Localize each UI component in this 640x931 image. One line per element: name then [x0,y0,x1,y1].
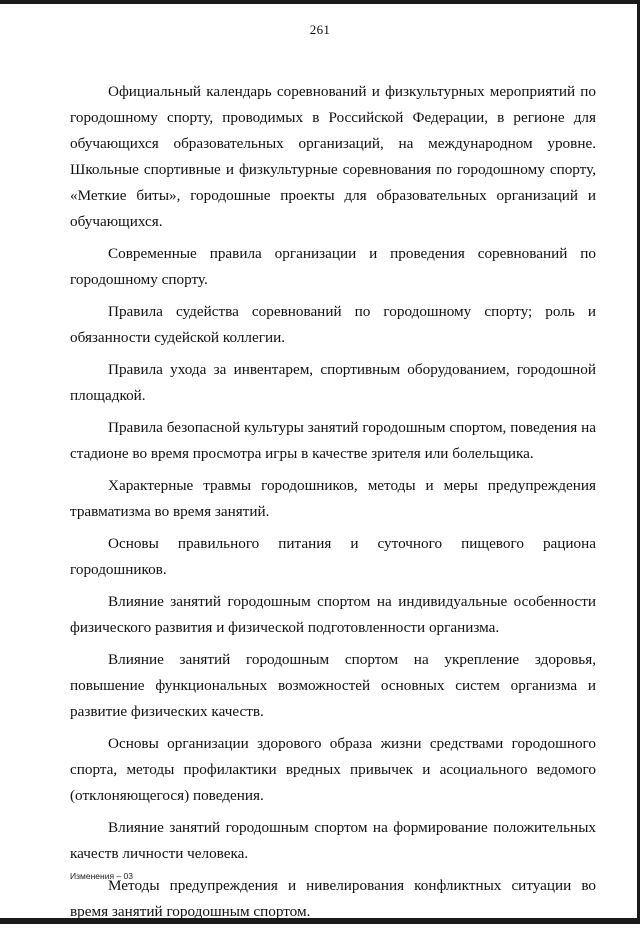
paragraph: Современные правила организации и проведения соревнований по городошному спорту. [70,245,596,288]
paragraph: Официальный календарь соревнований и физкультурных мероприятий по городошному спорту, проводимых в Российской Федерации, в регионе для обучающихся образовательных организаций, на международном уровне. Школьные спортивные и физкультурные соревнования по городошному спорту, «Меткие биты», городошные проекты для образовательных организаций и обучающихся. [70,83,596,230]
paragraph: Влияние занятий городошным спортом на укрепление здоровья, повышение функциональных возможностей основных систем организма и развитие физических качеств. [70,651,596,720]
page-number: 261 [309,22,331,37]
paragraph: Основы организации здорового образа жизни средствами городошного спорта, методы профилактики вредных привычек и асоциального ведомого (отклоняющегося) поведения. [70,735,596,804]
paragraph: Правила ухода за инвентарем, спортивным оборудованием, городошной площадкой. [70,361,596,404]
scan-edge-top [0,0,640,4]
paragraph: Основы правильного питания и суточного пищевого рациона городошников. [70,535,596,578]
paragraph: Влияние занятий городошным спортом на формирование положительных качеств личности человека. [70,819,596,862]
document-body [70,79,596,931]
paragraph: Правила судейства соревнований по городошному спорту; роль и обязанности судейской коллегии. [70,303,596,346]
paragraph: Правила безопасной культуры занятий городошным спортом, поведения на стадионе во время просмотра игры в качестве зрителя или болельщика. [70,419,596,462]
paragraph: Характерные травмы городошников, методы и меры предупреждения травматизма во время занятий. [70,477,596,520]
paragraph: Влияние занятий городошным спортом на индивидуальные особенности физического развития и физической подготовленности организма. [70,593,596,636]
paragraph: Методы предупреждения и нивелирования конфликтных ситуации во время занятий городошным спортом. [70,877,596,920]
revision-footer: Изменения – 03 [70,871,133,881]
